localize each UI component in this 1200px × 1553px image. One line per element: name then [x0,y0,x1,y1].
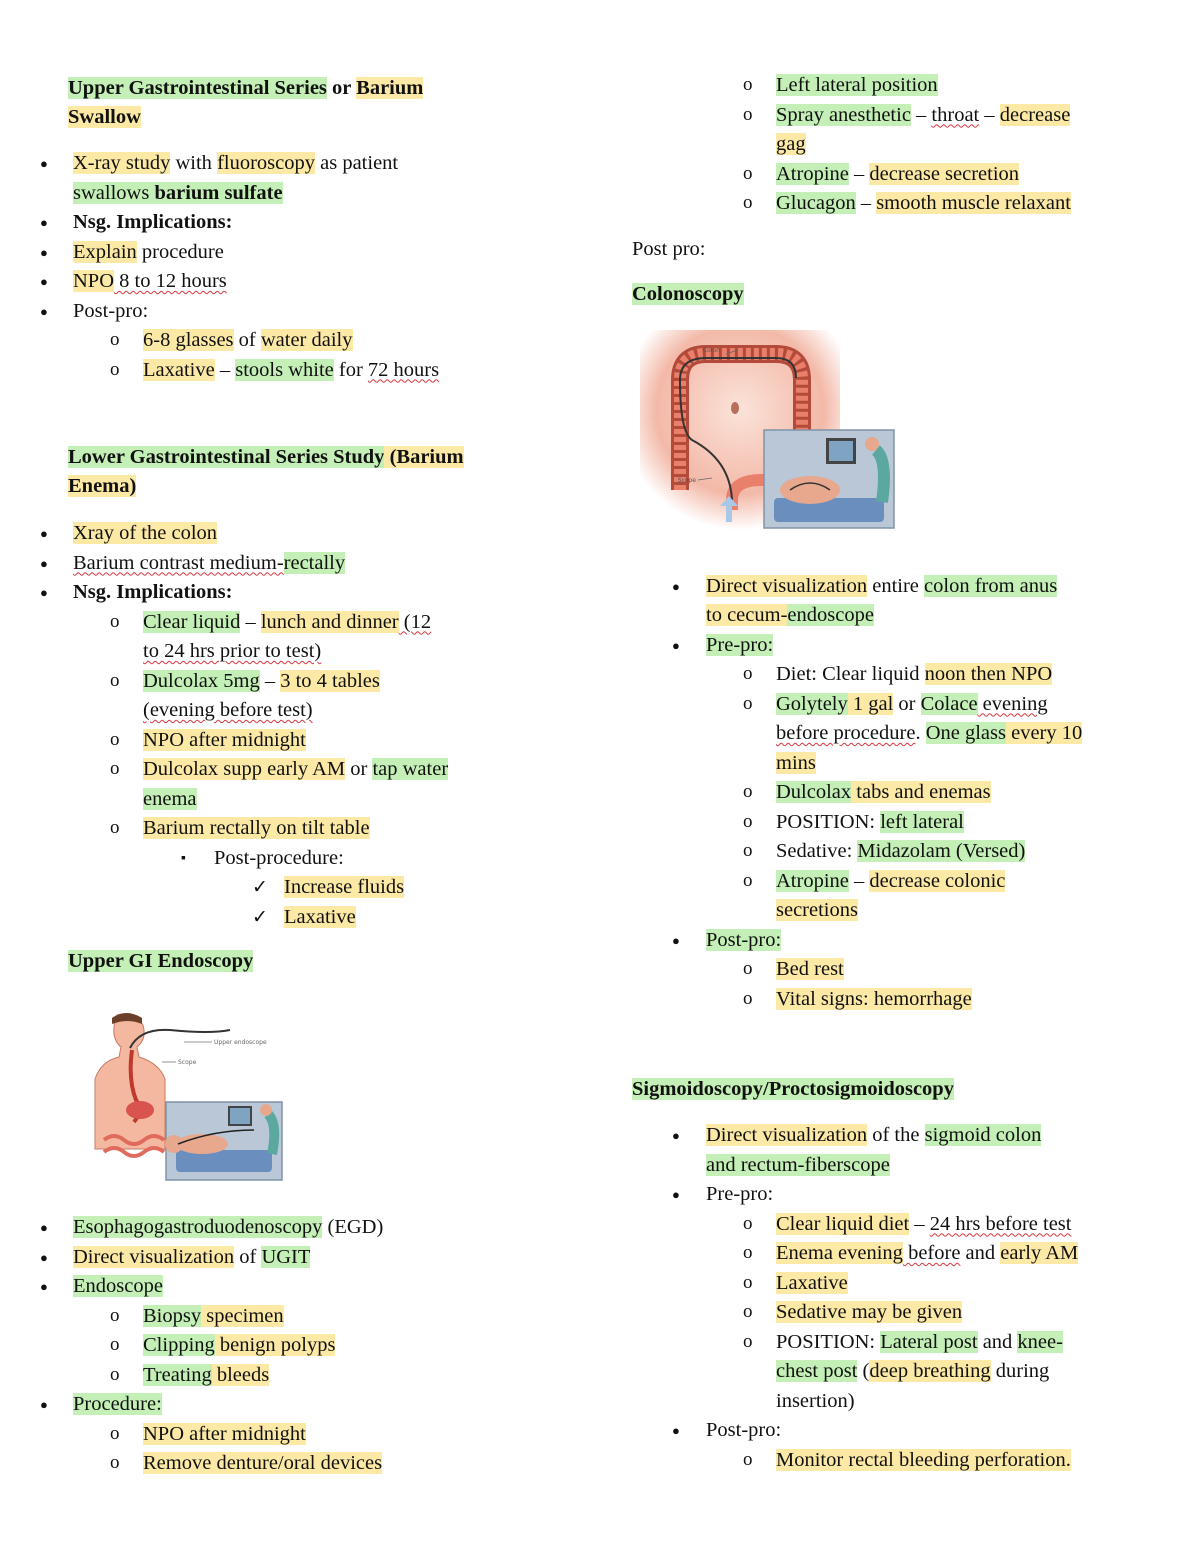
list-item: o POSITION: Lateral post and knee- chest post (deep breathing during insertion) [632,1328,1152,1417]
list-item: o NPO after midnight [0,726,588,756]
post-pro-label: Post pro: [632,237,706,260]
bullet-list [0,1390,588,1420]
sub-list [0,608,588,844]
list-item: o Biopsy specimen [0,1302,588,1332]
sub-sub-list [0,844,588,874]
bullet-list [632,1121,1152,1210]
colon-label-2: Scope [677,477,696,484]
egd-illustration [72,1010,287,1190]
list-item: o Barium rectally on tilt table [0,814,588,844]
sub-list [632,1446,1152,1476]
sub-list [632,1210,1152,1417]
list-item: ● Endoscope [0,1272,588,1302]
list-item: ● Pre-pro: [632,1180,1152,1210]
list-item: ● Explain procedure [0,238,588,268]
left-column [68,68,588,1479]
list-item: o Sedative may be given [632,1298,1152,1328]
list-item: o Atropine – decrease colonic secretions [632,867,1152,926]
sigmoidoscopy-section [632,1075,1152,1475]
list-item: ✓ Laxative [0,903,588,933]
list-item: ● Post-pro: [0,297,588,327]
list-item: o Laxative – stools white for 72 hours [0,356,588,386]
list-item: o Dulcolax tabs and enemas [632,778,1152,808]
list-item: ● Nsg. Implications: [0,208,588,238]
section-title: Upper GI Endoscopy [68,950,254,972]
list-item: o Atropine – decrease secretion [632,160,1152,190]
upper-gi-series-section [68,74,588,385]
sub-list [0,1420,588,1479]
egd-label-2: Scope [178,1059,197,1066]
colon-label-1: Colon [702,347,720,354]
list-item: o 6-8 glasses of water daily [0,326,588,356]
list-item: o Golytely 1 gal or Colace evening before procedure. One glass every 10 mins [632,690,1152,779]
sub-list [632,660,1152,926]
bullet-list [0,149,588,326]
sub-list [632,955,1152,1014]
list-item: o Clear liquid diet – 24 hrs before test [632,1210,1152,1240]
list-item: ● Post-pro: [632,926,1152,956]
section-title: Sigmoidoscopy/Proctosigmoidoscopy [632,1078,954,1100]
bullet-list [632,572,1152,661]
list-item: o NPO after midnight [0,1420,588,1450]
list-item: o Dulcolax supp early AM or tap water enema [0,755,588,814]
list-item: o Vital signs: hemorrhage [632,985,1152,1015]
list-item: o Diet: Clear liquid noon then NPO [632,660,1152,690]
list-item: ● Post-pro: [632,1416,1152,1446]
list-item: ● Xray of the colon [0,519,588,549]
section-title: Colonoscopy [632,282,744,305]
checklist [0,873,588,932]
colonoscopy-illustration [640,330,898,530]
list-item: o Remove denture/oral devices [0,1449,588,1479]
list-item: ● Barium contrast medium-rectally [0,549,588,579]
lower-gi-series-section [68,443,588,932]
bullet-list [0,519,588,608]
list-item: o POSITION: left lateral [632,808,1152,838]
right-column [632,71,1152,1475]
list-item: o Sedative: Midazolam (Versed) [632,837,1152,867]
list-item: ● Pre-pro: [632,631,1152,661]
list-item: o Monitor rectal bleeding perforation. [632,1446,1152,1476]
egd-illustration-svg [72,1010,287,1190]
sub-list [0,326,588,385]
list-item: o Spray anesthetic – throat – decrease gag [632,101,1152,160]
egd-label-1: Upper endoscope [214,1039,267,1046]
list-item: ▪ Post-procedure: [0,844,588,874]
list-item: o Enema evening before and early AM [632,1239,1152,1269]
list-item: ● Nsg. Implications: [0,578,588,608]
section-title: Upper Gastrointestinal Series or Barium Swallow [68,77,424,128]
list-item: o Dulcolax 5mg – 3 to 4 tables (evening before test) [0,667,588,726]
bullet-list [632,1416,1152,1446]
sub-list [632,71,1152,219]
list-item: o Treating bleeds [0,1361,588,1391]
list-item: o Bed rest [632,955,1152,985]
sub-list [0,1302,588,1391]
colonoscopy-illustration-svg [640,330,898,530]
list-item: ● X-ray study with fluoroscopy as patient swallows barium sulfate [0,149,588,208]
list-item: ● Procedure: [0,1390,588,1420]
list-item: ● Direct visualization entire colon from anus to cecum-endoscope [632,572,1152,631]
list-item: o Glucagon – smooth muscle relaxant [632,189,1152,219]
list-item: ● Direct visualization of the sigmoid colon and rectum-fiberscope [632,1121,1152,1180]
list-item: ● Direct visualization of UGIT [0,1243,588,1273]
list-item: o Left lateral position [632,71,1152,101]
list-item: o Clear liquid – lunch and dinner (12 to 24 hrs prior to test) [0,608,588,667]
list-item: o Clipping benign polyps [0,1331,588,1361]
list-item: ✓ Increase fluids [0,873,588,903]
bullet-list [0,1213,588,1302]
list-item: o Laxative [632,1269,1152,1299]
section-title: Lower Gastrointestinal Series Study (Barium Enema) [68,446,464,497]
bullet-list [632,926,1152,956]
list-item: ● Esophagogastroduodenoscopy (EGD) [0,1213,588,1243]
list-item: ● NPO 8 to 12 hours [0,267,588,297]
